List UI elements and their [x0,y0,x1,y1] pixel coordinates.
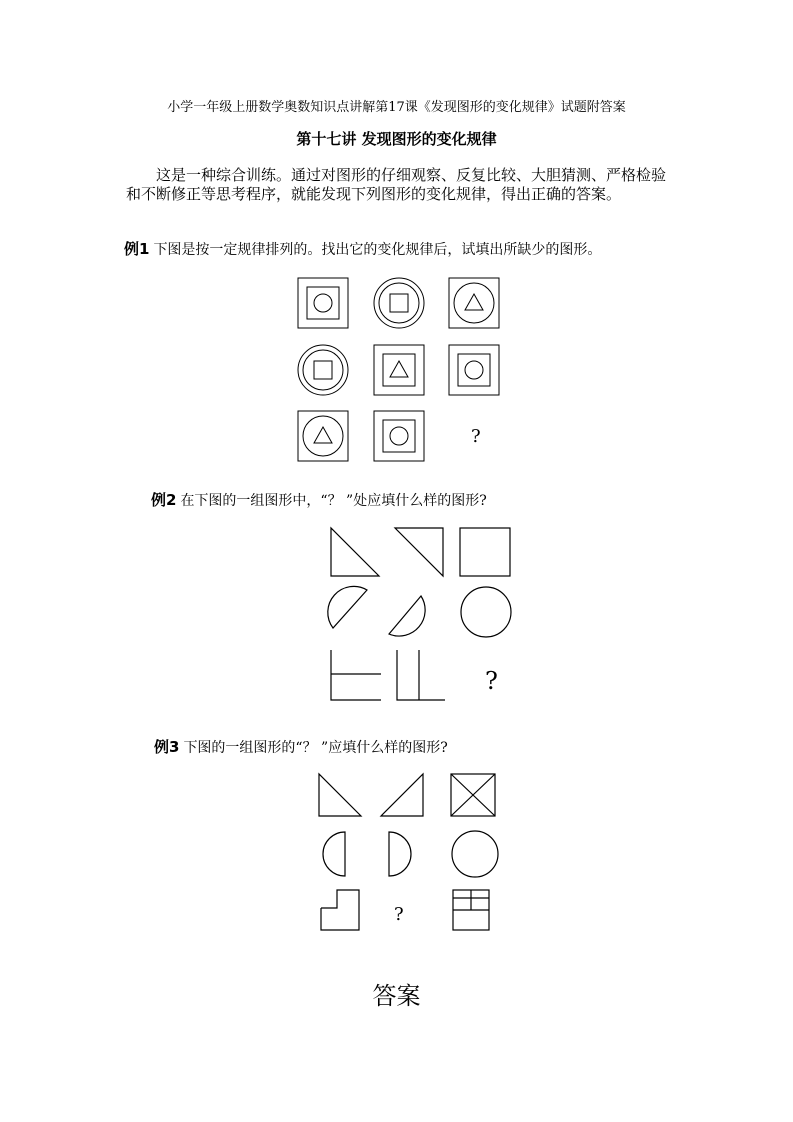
circle-circle-square [374,278,424,328]
right-right-triangle [381,774,423,816]
left-semicircle [323,832,345,876]
square-square-circle [449,345,499,395]
divided-square [453,890,489,930]
circle [461,587,511,637]
right-bottom-corner [397,650,445,700]
example-1-missing-mark: ? [471,426,481,447]
example-2-label: 例2 [151,491,177,509]
lecture-title: 第十七讲 发现图形的变化规律 [296,130,497,148]
example-2-prompt [151,489,487,510]
answer-heading: 答案 [372,982,421,1010]
square-square-circle-2 [374,411,424,461]
right-half-circle [389,596,425,636]
example-2-question: 在下图的一组图形中，“？ ”处应填什么样的图形? [180,493,487,509]
lower-left-triangle [331,528,379,576]
circle-circle-square-2 [298,345,348,395]
document-title: 小学一年级上册数学奥数知识点讲解第17课《发现图形的变化规律》试题附答案 [167,100,626,115]
intro-paragraph: 这是一种综合训练。通过对图形的仔细观察、反复比较、大胆猜测、严格检验和不断修正等思考程序，就能发现下列图形的变化规律，得出正确的答案。 [126,166,667,203]
square-square-triangle [374,345,424,395]
square-circle-triangle [449,278,499,328]
square-circle-square-circle [298,278,348,328]
square-circle-triangle-2 [298,411,348,461]
upper-right-triangle [395,528,443,576]
example-1-label: 例1 [124,240,150,258]
left-right-triangle [319,774,361,816]
example-1-prompt [124,238,601,259]
square [460,528,510,576]
example-3-prompt [154,736,448,757]
left-half-circle [328,586,367,628]
example-2-figure [325,524,525,704]
example-2-missing-mark: ? [485,667,498,695]
example-3-missing-mark: ? [394,904,404,925]
right-semicircle [389,832,411,876]
left-bottom-corner [331,650,381,700]
example-3-question: 下图的一组图形的“？ ”应填什么样的图形? [183,740,448,756]
example-3-label: 例3 [154,738,180,756]
example-3-figure [315,770,505,940]
l-shape [321,890,359,930]
circle-2 [452,831,498,877]
example-1-figure [290,272,510,467]
square-with-x [451,774,495,816]
example-1-question: 下图是按一定规律排列的。找出它的变化规律后，试填出所缺少的图形。 [153,242,602,258]
